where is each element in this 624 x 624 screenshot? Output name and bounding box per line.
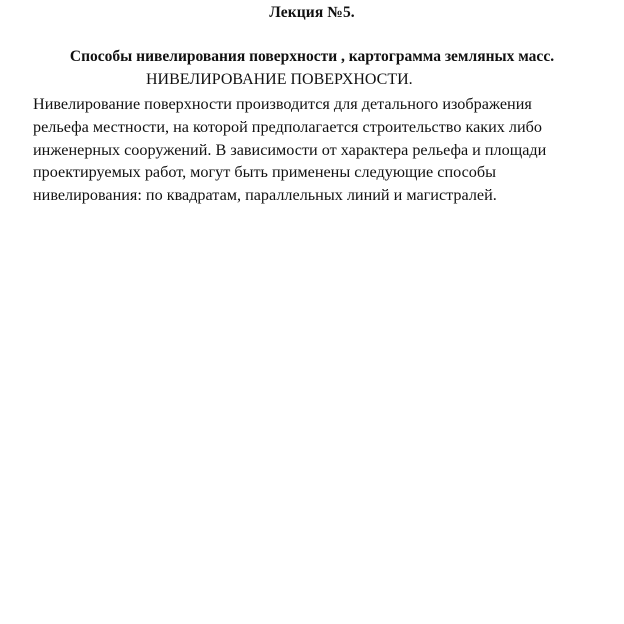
paragraph-line: рельефа местности, на которой предполагается строительство каких либо bbox=[33, 117, 543, 136]
lecture-title: Способы нивелирования поверхности , картограмма земляных масс. bbox=[69, 48, 555, 65]
section-heading: НИВЕЛИРОВАНИЕ ПОВЕРХНОСТИ. bbox=[146, 71, 413, 88]
paragraph-line: Нивелирование поверхности производится для детального изображения bbox=[33, 95, 532, 113]
body-paragraph bbox=[33, 93, 608, 207]
lecture-number-heading: Лекция №5. bbox=[269, 4, 355, 21]
paragraph-line: нивелирования: по квадратам, параллельных линий и магистралей. bbox=[33, 186, 497, 205]
paragraph-line: инженерных сооружений. В зависимости от характера рельефа и площади bbox=[33, 140, 547, 159]
paragraph-line: проектируемых работ, могут быть применены следующие способы bbox=[33, 163, 497, 182]
